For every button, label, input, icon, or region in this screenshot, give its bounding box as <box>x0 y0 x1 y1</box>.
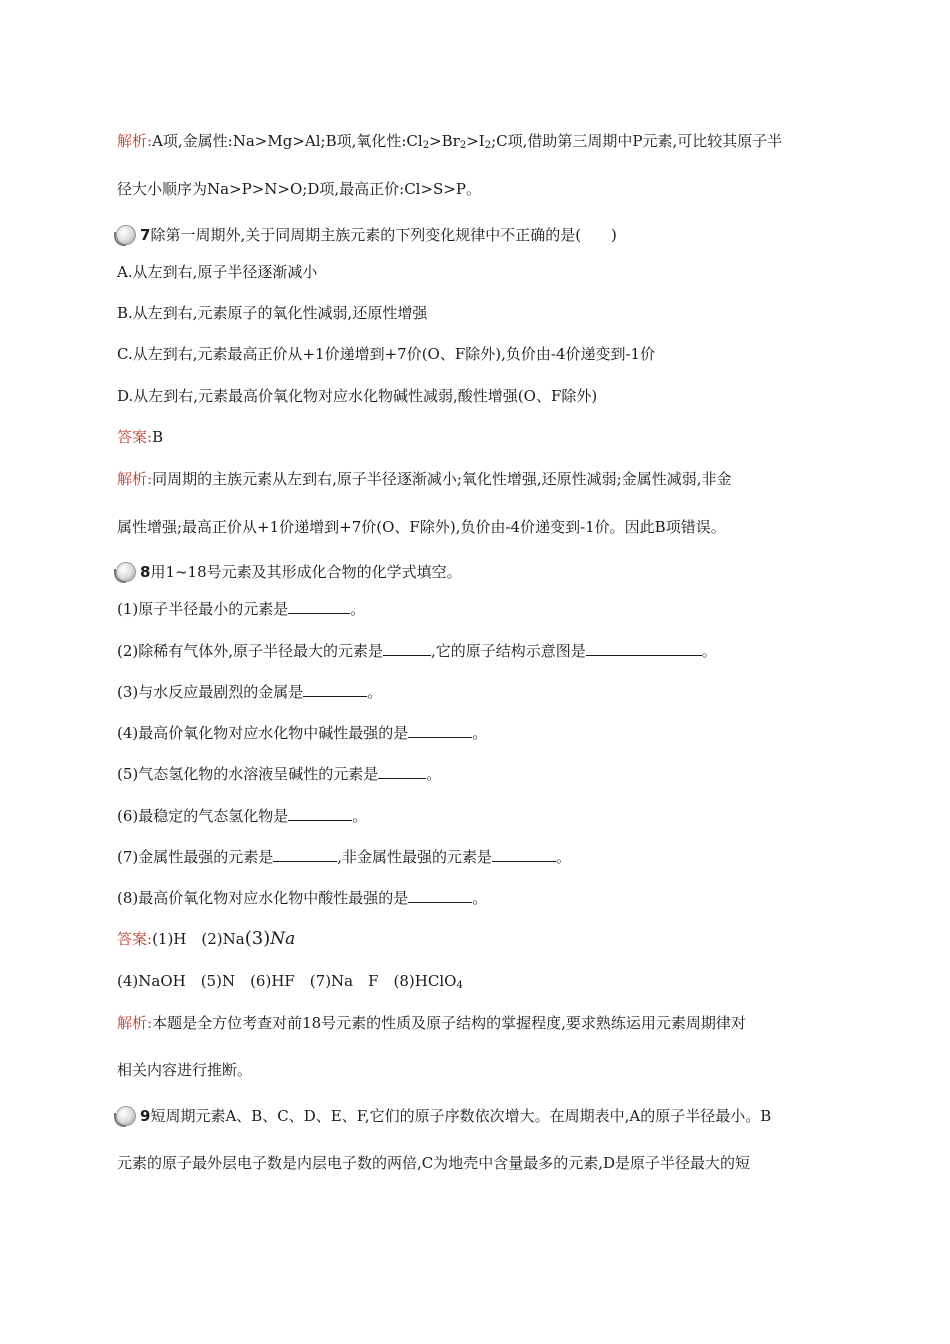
q6-analysis-line1: 解析:A项,金属性:Na>Mg>Al;B项,氧化性$:Cl_2>Br_2>I_2;C$项,借助第三周期中P元素,可比较其原子半 <box>117 132 783 151</box>
question-bullet-icon <box>114 561 138 581</box>
analysis-label: 解析: <box>117 470 153 488</box>
answer-label: 答案: <box>117 428 153 446</box>
answer-label: 答案: <box>117 930 153 948</box>
answer-blank[interactable] <box>383 641 431 656</box>
q7-analysis-line1: 解析:同周期的主族元素从左到右,原子半径逐渐减小;氧化性增强,还原性减弱;金属性减弱,非金 <box>117 470 732 488</box>
q7-option-b: B.从左到右,元素原子的氧化性减弱,还原性增强 <box>117 304 428 322</box>
question-8-stem: 8用1~18号元素及其形成化合物的化学式填空。 <box>114 561 462 583</box>
question-number: 8 <box>140 563 151 581</box>
answer-blank[interactable] <box>586 641 702 656</box>
question-9-stem-line2: 元素的原子最外层电子数是内层电子数的两倍,C为地壳中含量最多的元素,D是原子半径最大的短 <box>117 1154 751 1172</box>
q7-answer: 答案:B <box>117 428 164 446</box>
answer-blank[interactable] <box>273 847 337 862</box>
q7-option-c: C.从左到右,元素最高正价从+1价递增到+7价(O、F除外),负价由-4价递变到-1价 <box>117 345 656 363</box>
answer-blank[interactable] <box>492 847 556 862</box>
q6-analysis-line2: 径大小顺序为Na>P>N>O;D项,最高正价:Cl>S>P。 <box>117 180 481 198</box>
answer-blank[interactable] <box>288 806 352 821</box>
q8-item-3: (3)与水反应最剧烈的金属是 。 <box>117 683 383 701</box>
q8-answer-line2: (4)NaOH (5)N (6)HF (7)Na F (8)HClO$_4$ <box>117 972 463 991</box>
question-bullet-icon <box>114 1105 138 1125</box>
question-bullet-icon <box>114 224 138 244</box>
answer-blank[interactable] <box>378 764 426 779</box>
answer-blank[interactable] <box>288 599 350 614</box>
q8-item-5: (5)气态氢化物的水溶液呈碱性的元素是 。 <box>117 765 442 783</box>
q7-option-d: D.从左到右,元素最高价氧化物对应水化物碱性减弱,酸性增强(O、F除外) <box>117 387 598 405</box>
q8-item-6: (6)最稳定的气态氢化物是 。 <box>117 807 368 825</box>
question-9-stem-line1: 9短周期元素A、B、C、D、E、F,它们的原子序数依次增大。在周期表中,A的原子半径最小。B <box>114 1105 771 1127</box>
q7-option-a: A.从左到右,原子半径逐渐减小 <box>117 263 318 281</box>
q8-analysis-line2: 相关内容进行推断。 <box>117 1061 253 1079</box>
q8-analysis-line1: 解析:本题是全方位考查对前18号元素的性质及原子结构的掌握程度,要求熟练运用元素周期律对 <box>117 1014 746 1032</box>
q8-item-8: (8)最高价氧化物对应水化物中酸性最强的是 。 <box>117 889 488 907</box>
analysis-label: 解析: <box>117 1014 153 1032</box>
answer-blank[interactable] <box>303 682 367 697</box>
question-number: 9 <box>140 1107 151 1125</box>
q8-item-4: (4)最高价氧化物对应水化物中碱性最强的是 。 <box>117 724 488 742</box>
question-number: 7 <box>140 226 151 244</box>
q8-answer-line1: 答案:(1)H (2)Na(3)Na <box>117 928 296 949</box>
q8-item-2: (2)除稀有气体外,原子半径最大的元素是 ,它的原子结构示意图是 。 <box>117 642 717 660</box>
answer-blank[interactable] <box>408 723 472 738</box>
analysis-label: 解析: <box>117 132 153 150</box>
q7-analysis-line2: 属性增强;最高正价从+1价递增到+7价(O、F除外),负价由-4价递变到-1价。因此B项错误。 <box>117 518 726 536</box>
q8-item-7: (7)金属性最强的元素是 ,非金属性最强的元素是 。 <box>117 848 572 866</box>
question-7-stem: 7除第一周期外,关于同周期主族元素的下列变化规律中不正确的是( ) <box>114 224 617 246</box>
q8-item-1: (1)原子半径最小的元素是 。 <box>117 600 366 618</box>
answer-blank[interactable] <box>408 888 472 903</box>
